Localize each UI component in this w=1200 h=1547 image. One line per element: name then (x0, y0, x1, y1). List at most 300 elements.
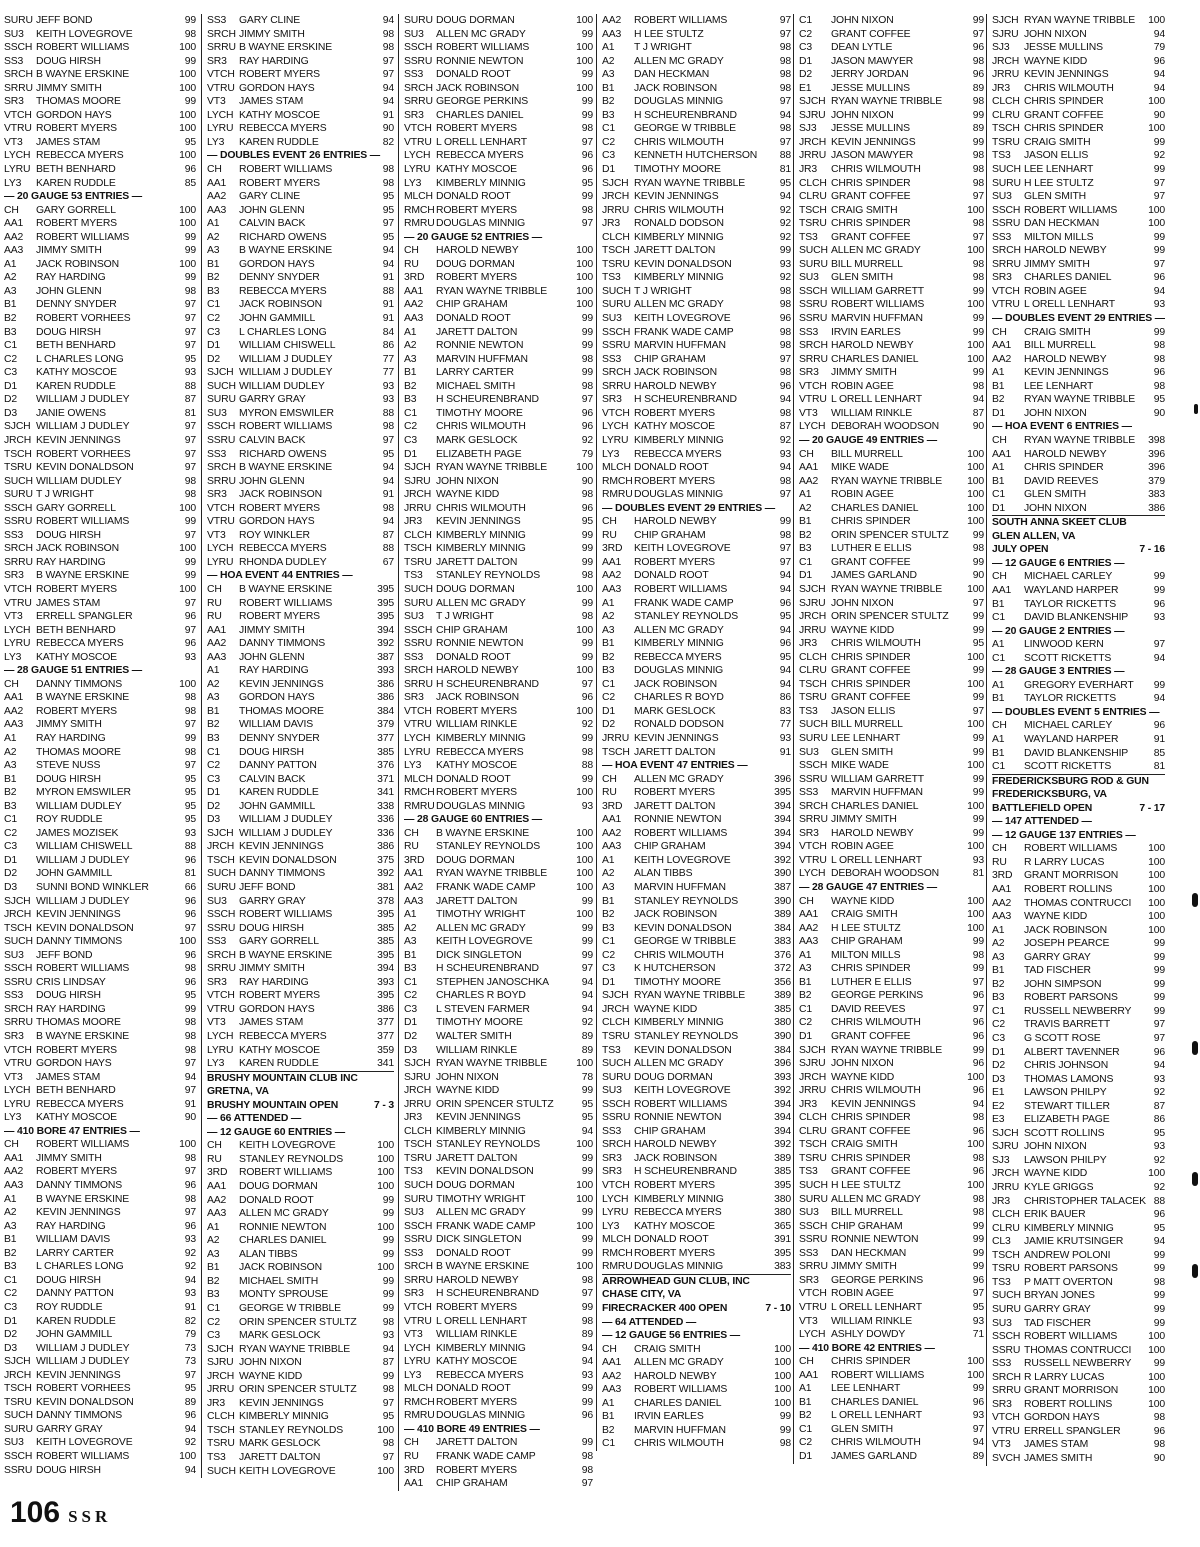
score: 100 (576, 1193, 593, 1205)
shooter-name: JOHN GAMMILL (36, 868, 113, 880)
class-code: LYRU (404, 1356, 431, 1368)
result-row (799, 1057, 984, 1071)
score: 97 (972, 1423, 984, 1435)
class-code: VTRU (404, 1315, 432, 1327)
shooter-name: GARRY GRAY (1024, 951, 1091, 963)
result-row (992, 719, 1165, 733)
result-row (799, 908, 984, 922)
class-code: TS3 (602, 1044, 621, 1056)
shooter-name: T J WRIGHT (634, 285, 692, 297)
result-row (602, 949, 791, 963)
heading-text: FREDERICKSBURG, VA (992, 789, 1107, 801)
result-row (992, 434, 1165, 448)
score: 98 (184, 1193, 196, 1205)
result-row (4, 827, 196, 841)
shooter-name: ROBERT WILLIAMS (36, 963, 130, 975)
column-entries (202, 14, 394, 1478)
score: 99 (779, 1424, 791, 1436)
result-row (799, 1193, 984, 1207)
score: 99 (581, 1301, 593, 1313)
score: 93 (581, 800, 593, 812)
shooter-name: WAYNE KIDD (436, 489, 500, 501)
score: 98 (779, 529, 791, 541)
class-code: D2 (4, 868, 17, 880)
score: 96 (972, 1396, 984, 1408)
score: 78 (581, 1071, 593, 1083)
result-row (992, 1425, 1165, 1439)
score: 100 (576, 82, 593, 94)
class-code: JRCH (799, 136, 827, 148)
score: 81 (184, 407, 196, 419)
score: 98 (972, 218, 984, 230)
class-code: TS3 (799, 705, 818, 717)
score: 97 (184, 922, 196, 934)
shooter-name: DAVID BLANKENSHIP (1024, 612, 1129, 624)
result-row (207, 163, 394, 177)
score: 98 (1153, 1412, 1165, 1424)
class-code: D1 (799, 1450, 812, 1462)
class-code: SSCH (602, 326, 631, 338)
score: 95 (779, 177, 791, 189)
class-code: B2 (4, 313, 17, 325)
result-row (207, 583, 394, 597)
score: 97 (972, 191, 984, 203)
result-row (799, 1436, 984, 1450)
score: 93 (779, 258, 791, 270)
score: 86 (382, 340, 394, 352)
result-row (992, 380, 1165, 394)
result-row (4, 95, 196, 109)
score: 94 (779, 678, 791, 690)
class-code: LY3 (4, 651, 22, 663)
score: 100 (967, 841, 984, 853)
shooter-name: JESSE MULLINS (831, 82, 910, 94)
result-row (4, 989, 196, 1003)
class-code: A1 (207, 1221, 220, 1233)
result-row (799, 1111, 984, 1125)
shooter-name: RONALD DODSON (634, 719, 724, 731)
score: 85 (184, 177, 196, 189)
result-row (207, 217, 394, 231)
result-row (799, 1396, 984, 1410)
score: 96 (581, 150, 593, 162)
result-row (207, 366, 394, 380)
score: 383 (1148, 489, 1165, 501)
score: 99 (1153, 1263, 1165, 1275)
class-code: SRCH (992, 245, 1021, 257)
result-row (799, 1233, 984, 1247)
class-code: AA1 (799, 462, 819, 474)
results-column-4 (596, 14, 791, 1451)
class-code: SJ3 (799, 123, 817, 135)
class-code: VTCH (602, 407, 630, 419)
score: 98 (972, 164, 984, 176)
class-code: A2 (207, 231, 220, 243)
score: 92 (1153, 1087, 1165, 1099)
shooter-name: KATHY MOSCOE (239, 1044, 320, 1056)
class-code: CLCH (602, 1017, 630, 1029)
shooter-name: MYRON EMSWILER (239, 407, 334, 419)
shooter-name: CHIP GRAHAM (831, 1220, 903, 1232)
class-code: SUCH (207, 1465, 236, 1477)
result-row (602, 244, 791, 258)
score: 94 (382, 245, 394, 257)
shooter-name: CHRIS WILMOUTH (831, 1085, 921, 1097)
class-code: SJRU (799, 1058, 826, 1070)
score: 394 (774, 814, 791, 826)
class-code: SR3 (207, 976, 227, 988)
class-code: AA3 (602, 583, 622, 595)
result-row (404, 82, 593, 96)
class-code: AA2 (602, 570, 622, 582)
shooter-name: JOHN NIXON (831, 1058, 894, 1070)
score: 99 (581, 1207, 593, 1219)
class-code: SRCH (207, 28, 236, 40)
result-row (404, 1369, 593, 1383)
shooter-name: L CHARLES LONG (239, 326, 327, 338)
shooter-name: ALAN TIBBS (634, 868, 693, 880)
result-row (4, 895, 196, 909)
result-row (602, 1233, 791, 1247)
score: 94 (382, 96, 394, 108)
shooter-name: KIMBERLY MINNIG (634, 1193, 724, 1205)
shooter-name: JOHN NIXON (831, 597, 894, 609)
class-code: A3 (404, 936, 417, 948)
result-row (602, 1383, 791, 1397)
result-row (404, 1274, 593, 1288)
shooter-name: JACK ROBINSON (239, 489, 322, 501)
class-code: A2 (4, 746, 17, 758)
class-code: SU3 (4, 1437, 24, 1449)
class-code: SU3 (602, 313, 622, 325)
score: 97 (184, 421, 196, 433)
shooter-name: JOHN NIXON (831, 109, 894, 121)
result-row (4, 1260, 196, 1274)
shooter-name: ROBIN AGEE (831, 489, 894, 501)
class-code: AA3 (4, 1180, 24, 1192)
score: 99 (1153, 1005, 1165, 1017)
score: 99 (972, 1220, 984, 1232)
shooter-name: ALLEN MC GRADY (634, 55, 724, 67)
section-heading (799, 434, 984, 448)
class-code: LYRU (207, 123, 234, 135)
shooter-name: KIMBERLY MINNIG (1024, 1222, 1114, 1234)
score: 99 (1153, 136, 1165, 148)
shooter-name: KEVIN JENNINGS (239, 841, 324, 853)
shooter-name: DENNY SNYDER (36, 299, 117, 311)
result-row (404, 705, 593, 719)
result-row (404, 41, 593, 55)
score: 99 (779, 516, 791, 528)
score: 100 (967, 651, 984, 663)
result-row (992, 747, 1165, 761)
score: 100 (1148, 1398, 1165, 1410)
result-row (207, 136, 394, 150)
class-code: VTCH (4, 109, 32, 121)
score: 97 (1153, 177, 1165, 189)
shooter-name: TIMOTHY MOORE (436, 1017, 523, 1029)
result-row (992, 136, 1165, 150)
class-code: VTCH (404, 705, 432, 717)
result-row (207, 55, 394, 69)
score: 94 (779, 462, 791, 474)
shooter-name: WILLIAM DAVIS (36, 1234, 111, 1246)
result-row (992, 244, 1165, 258)
class-code: LY3 (207, 1058, 225, 1070)
shooter-name: ROBERT VORHEES (36, 448, 131, 460)
shooter-name: L ORELL LENHART (436, 1315, 527, 1327)
result-row (799, 529, 984, 543)
shooter-name: CHRISTOPHER TALACEK (1024, 1195, 1146, 1207)
page-edge-mark (1192, 1041, 1198, 1055)
class-code: SU3 (602, 1085, 622, 1097)
class-code: VTCH (992, 285, 1020, 297)
class-code: A3 (602, 69, 615, 81)
class-code: TSRU (404, 1152, 432, 1164)
score: 100 (179, 218, 196, 230)
result-row (799, 1450, 984, 1464)
class-code: A1 (799, 1383, 812, 1395)
class-code: MLCH (602, 1234, 631, 1246)
class-code: AA1 (404, 1478, 424, 1490)
result-row (602, 122, 791, 136)
class-code: VTRU (404, 136, 432, 148)
shooter-name: STEPHEN JANOSCHKA (436, 976, 549, 988)
class-code: JR3 (207, 1397, 226, 1409)
result-row (992, 679, 1165, 693)
score: 93 (972, 1315, 984, 1327)
class-code: B1 (992, 965, 1005, 977)
score: 98 (581, 1274, 593, 1286)
score: 99 (972, 611, 984, 623)
class-code: RMRU (404, 800, 435, 812)
result-row (602, 1260, 791, 1274)
score: 94 (779, 394, 791, 406)
score: 99 (1153, 1249, 1165, 1261)
score: 92 (184, 1437, 196, 1449)
score: 94 (581, 1003, 593, 1015)
score: 98 (972, 177, 984, 189)
result-row (799, 1125, 984, 1139)
score: 99 (972, 692, 984, 704)
class-code: CH (602, 773, 617, 785)
score: 100 (1148, 218, 1165, 230)
score: 96 (972, 1085, 984, 1097)
shooter-name: HAROLD NEWBY (436, 1274, 519, 1286)
class-code: C1 (602, 123, 615, 135)
class-code: RMRU (602, 489, 633, 501)
score: 99 (184, 96, 196, 108)
result-row (992, 366, 1165, 380)
class-code: SU3 (404, 611, 424, 623)
result-row (404, 204, 593, 218)
shooter-name: GARY GORRELL (36, 502, 116, 514)
class-code: RMRU (404, 218, 435, 230)
class-code: SJCH (799, 96, 826, 108)
result-row (799, 1287, 984, 1301)
result-row (992, 285, 1165, 299)
class-code: TS3 (404, 570, 423, 582)
score: 100 (179, 1450, 196, 1462)
results-column-5 (793, 14, 984, 1464)
shooter-name: CHRIS SPINDER (831, 651, 911, 663)
score: 91 (382, 272, 394, 284)
class-code: SURU (207, 394, 236, 406)
result-row (602, 366, 791, 380)
score: 93 (382, 380, 394, 392)
class-code: JRCH (207, 841, 235, 853)
score: 100 (576, 854, 593, 866)
class-code: AA3 (602, 841, 622, 853)
result-row (992, 502, 1165, 516)
shooter-name: H LEE STULTZ (1024, 177, 1094, 189)
score: 99 (1153, 1290, 1165, 1302)
class-code: D1 (207, 340, 220, 352)
class-code: SRCH (4, 543, 33, 555)
class-code: SSCH (404, 624, 433, 636)
result-row (404, 989, 593, 1003)
shooter-name: JOHN NIXON (436, 1071, 499, 1083)
shooter-name: ROBERT ROLLINS (1024, 884, 1113, 895)
shooter-name: KEITH LOVEGROVE (36, 1437, 133, 1449)
shooter-name: L ORELL LENHART (436, 136, 527, 148)
shooter-name: GRANT MORRISON (1024, 870, 1119, 882)
result-row (207, 298, 394, 312)
class-code: AA2 (602, 1370, 622, 1382)
shooter-name: H SCHEURENBRAND (436, 963, 539, 975)
shooter-name: HAROLD NEWBY (1024, 448, 1107, 460)
shooter-name: KIMBERLY MINNIG (436, 177, 526, 189)
class-code: SUCH (404, 1180, 433, 1192)
class-code: B1 (207, 1262, 220, 1274)
class-code: B3 (4, 326, 17, 338)
score: 379 (377, 719, 394, 731)
shooter-name: JACK ROBINSON (634, 1152, 717, 1164)
shooter-name: KEITH LOVEGROVE (239, 1140, 336, 1152)
class-code: MLCH (404, 1383, 433, 1395)
shooter-name: DOUG HIRSH (36, 1464, 101, 1476)
result-row (992, 190, 1165, 204)
result-row (4, 502, 196, 516)
score: 99 (581, 949, 593, 961)
shooter-name: B WAYNE ERSKINE (36, 1193, 130, 1205)
class-code: AA1 (207, 177, 227, 189)
class-code: LYRU (207, 1044, 234, 1056)
shooter-name: CALVIN BACK (239, 434, 306, 446)
score: 341 (377, 787, 394, 799)
class-code: SJCH (207, 1343, 234, 1355)
class-code: RU (404, 1450, 419, 1462)
shooter-name: REBECCA MYERS (634, 1207, 722, 1219)
class-code: CH (207, 1140, 222, 1152)
shooter-name: JACK ROBINSON (634, 82, 717, 94)
result-row (799, 366, 984, 380)
score: 100 (774, 1357, 791, 1369)
result-row (799, 1260, 984, 1274)
result-row (799, 1044, 984, 1058)
result-row (404, 55, 593, 69)
shooter-name: DANNY PATTON (36, 1288, 114, 1300)
result-row (4, 773, 196, 787)
class-code: VT3 (799, 1315, 818, 1327)
score: 391 (774, 1234, 791, 1246)
score: 100 (179, 583, 196, 595)
class-code: SJ3 (992, 42, 1010, 54)
score: 98 (581, 1450, 593, 1462)
result-row (404, 664, 593, 678)
class-code: SURU (992, 1303, 1021, 1315)
result-row (404, 1193, 593, 1207)
score: 97 (779, 136, 791, 148)
result-row (404, 597, 593, 611)
shooter-name: GARY GORRELL (239, 936, 319, 948)
shooter-name: KEVIN DONALDSON (36, 462, 134, 474)
shooter-name: JARETT DALTON (634, 245, 716, 257)
score: 100 (179, 258, 196, 270)
class-code: E2 (992, 1100, 1005, 1112)
class-code: RMCH (404, 1396, 435, 1408)
heading-text: — 410 BORE 49 ENTRIES — (404, 1423, 540, 1435)
result-row (207, 177, 394, 191)
class-code: C2 (602, 949, 615, 961)
result-row (4, 55, 196, 69)
shooter-name: CHARLES DANIEL (239, 1235, 327, 1247)
class-code: SRCH (404, 1261, 433, 1273)
result-row (207, 244, 394, 258)
shooter-name: ROBERT WILLIAMS (239, 1167, 333, 1179)
shooter-name: JOHN GAMMILL (239, 800, 316, 812)
section-heading (207, 1126, 394, 1140)
shooter-name: DAN HECKMAN (634, 69, 710, 81)
score: 98 (581, 1464, 593, 1476)
result-row (799, 448, 984, 462)
class-code: AA1 (992, 448, 1012, 460)
shooter-name: GRANT COFFEE (831, 665, 911, 677)
class-code: SRRU (4, 82, 33, 94)
class-code: AA1 (404, 868, 424, 880)
shooter-name: REBECCA MYERS (239, 543, 327, 555)
shooter-name: H LEE STULTZ (831, 1180, 901, 1192)
score: 88 (1153, 1195, 1165, 1207)
score: 95 (184, 787, 196, 799)
result-row (992, 1032, 1165, 1046)
result-row (799, 962, 984, 976)
class-code: LYCH (799, 868, 826, 880)
heading-text: — HOA EVENT 44 ENTRIES — (207, 570, 353, 582)
section-heading (602, 1288, 791, 1302)
score: 87 (779, 421, 791, 433)
result-row (799, 1355, 984, 1369)
result-row (4, 976, 196, 990)
result-row (404, 28, 593, 42)
shooter-name: JIMMY SMITH (831, 1261, 897, 1273)
score: 395 (377, 909, 394, 921)
result-row (4, 1342, 196, 1356)
score: 91 (1153, 733, 1165, 745)
result-row (207, 529, 394, 543)
shooter-name: KEVIN JENNINGS (831, 1098, 916, 1110)
score: 97 (184, 434, 196, 446)
class-code: TSRU (799, 1152, 827, 1164)
class-code: SUCH (799, 719, 828, 731)
result-row (404, 1355, 593, 1369)
result-row (992, 1330, 1165, 1344)
result-row (404, 1071, 593, 1085)
result-row (4, 1030, 196, 1044)
class-code: VTCH (4, 583, 32, 595)
shooter-name: CHRIS WILMOUTH (831, 1437, 921, 1449)
score: 100 (576, 583, 593, 595)
